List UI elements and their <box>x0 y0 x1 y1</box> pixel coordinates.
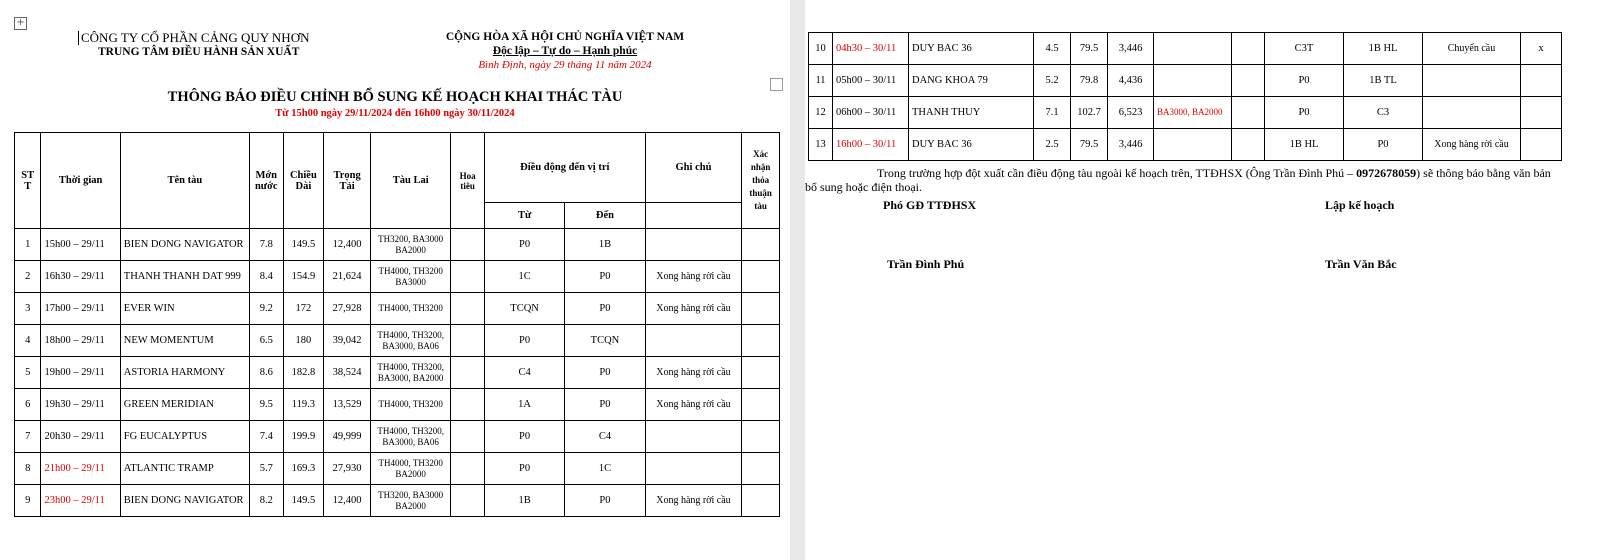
cell-length: 149.5 <box>283 229 324 261</box>
col-tonnage: Trọng Tải <box>324 133 371 229</box>
phone-number: 0972678059 <box>1356 166 1417 180</box>
table-row <box>15 357 780 389</box>
note-after: ) sẽ thông báo bằng văn bản bổ sung hoặc điện thoại. <box>805 166 1551 194</box>
cell-tonnage: 3,446 <box>1108 129 1154 161</box>
cell-stt: 3 <box>15 293 41 325</box>
cell-length: 169.3 <box>283 453 324 485</box>
cell-tug: TH4000, TH3200 <box>371 389 451 421</box>
cell-confirm <box>1521 129 1562 161</box>
cell-stt: 11 <box>809 65 833 97</box>
cell-tug: TH4000, TH3200 BA2000 <box>371 453 451 485</box>
col-length: Chiều Dài <box>283 133 324 229</box>
table-row <box>15 421 780 453</box>
cell-tug: TH4000, TH3200, BA3000, BA06 <box>371 421 451 453</box>
table-row <box>15 261 780 293</box>
cell-tug: TH4000, TH3200, BA3000, BA2000 <box>371 357 451 389</box>
cell-time: 19h30 – 29/11 <box>41 389 120 421</box>
cell-note <box>645 453 742 485</box>
cell-confirm: x <box>1521 33 1562 65</box>
table-move-handle-icon[interactable]: + <box>14 17 27 30</box>
cell-draft: 7.1 <box>1034 97 1071 129</box>
cell-from: P0 <box>484 453 564 485</box>
cell-from: P0 <box>484 325 564 357</box>
signer-right-title: Lập kế hoạch <box>1325 198 1395 212</box>
cell-stt: 1 <box>15 229 41 261</box>
cell-note: Xong hàng rời cầu <box>645 485 742 517</box>
note-before: Trong trường hợp đột xuất cần điều động tàu ngoài kế hoạch trên, TTĐHSX (Ông Trần Đình Phú – <box>877 166 1357 180</box>
cell-tonnage: 13,529 <box>324 389 371 421</box>
cell-tug: TH4000, TH3200 <box>371 293 451 325</box>
cell-tug <box>1154 65 1232 97</box>
cell-length: 154.9 <box>283 261 324 293</box>
cell-tug: TH4000, TH3200 BA3000 <box>371 261 451 293</box>
cell-confirm <box>1521 65 1562 97</box>
cell-length: 149.5 <box>283 485 324 517</box>
cell-confirm <box>742 229 780 261</box>
document-subtitle: Từ 15h00 ngày 29/11/2024 đến 16h00 ngày 30/11/2024 <box>275 108 515 119</box>
cell-to: 1B <box>565 229 645 261</box>
cell-to: P0 <box>565 485 645 517</box>
cell-from: P0 <box>484 421 564 453</box>
cell-tonnage: 38,524 <box>324 357 371 389</box>
cell-note <box>645 325 742 357</box>
schedule-table-body <box>15 229 780 517</box>
cell-ship: DUY BAC 36 <box>909 129 1034 161</box>
cell-tug: TH4000, TH3200, BA3000, BA06 <box>371 325 451 357</box>
nation-name: CỘNG HÒA XÃ HỘI CHỦ NGHĨA VIỆT NAM <box>445 31 685 43</box>
cell-ship: GREEN MERIDIAN <box>120 389 249 421</box>
cell-time: 19h00 – 29/11 <box>41 357 120 389</box>
cell-length: 180 <box>283 325 324 357</box>
table-row <box>15 389 780 421</box>
col-pilot: Hoa tiêu <box>451 133 485 229</box>
cell-stt: 7 <box>15 421 41 453</box>
col-from: Từ <box>484 203 564 229</box>
cell-time: 15h00 – 29/11 <box>41 229 120 261</box>
cell-from: P0 <box>1265 65 1344 97</box>
cell-draft: 7.8 <box>249 229 283 261</box>
cell-stt: 13 <box>809 129 833 161</box>
cell-to: C4 <box>565 421 645 453</box>
cell-pilot <box>451 229 485 261</box>
col-draft: Mớn nước <box>249 133 283 229</box>
document-title: THÔNG BÁO ĐIỀU CHỈNH BỔ SUNG KẾ HOẠCH KHAI THÁC TÀU <box>167 89 623 105</box>
cell-tug: TH3200, BA3000 BA2000 <box>371 229 451 261</box>
cell-from: 1A <box>484 389 564 421</box>
cell-ship: FG EUCALYPTUS <box>120 421 249 453</box>
cell-confirm <box>742 293 780 325</box>
cell-from: C3T <box>1265 33 1344 65</box>
cell-draft: 2.5 <box>1034 129 1071 161</box>
cell-tug <box>1154 129 1232 161</box>
cell-pilot <box>1232 97 1265 129</box>
cell-time: 21h00 – 29/11 <box>41 453 120 485</box>
company-name: CÔNG TY CỔ PHẦN CẢNG QUY NHƠN <box>78 31 338 45</box>
department-name: TRUNG TÂM ĐIỀU HÀNH SẢN XUẤT <box>98 46 300 58</box>
table-row <box>15 229 780 261</box>
footer-note-text <box>805 166 1565 194</box>
signer-left-title: Phó GĐ TTĐHSX <box>883 198 977 212</box>
table-row <box>15 293 780 325</box>
cell-tug: TH3200, BA3000 BA2000 <box>371 485 451 517</box>
col-time: Thời gian <box>41 133 120 229</box>
cell-to: 1C <box>565 453 645 485</box>
cell-tonnage: 27,928 <box>324 293 371 325</box>
cell-pilot <box>451 293 485 325</box>
cell-note: Xong hàng rời cầu <box>1423 129 1521 161</box>
cell-ship: EVER WIN <box>120 293 249 325</box>
document-page-2 <box>805 0 1600 560</box>
cell-confirm <box>742 389 780 421</box>
cell-draft: 8.6 <box>249 357 283 389</box>
cell-from: C4 <box>484 357 564 389</box>
cell-note <box>645 229 742 261</box>
cell-ship: ASTORIA HARMONY <box>120 357 249 389</box>
signer-right-name: Trần Văn Bắc <box>1325 257 1397 271</box>
cell-tonnage: 12,400 <box>324 485 371 517</box>
col-note: Ghi chú <box>645 133 742 203</box>
cell-tonnage: 27,930 <box>324 453 371 485</box>
cell-pilot <box>451 389 485 421</box>
cell-to: P0 <box>565 261 645 293</box>
cell-confirm <box>742 421 780 453</box>
cell-pilot <box>451 325 485 357</box>
cell-tonnage: 49,999 <box>324 421 371 453</box>
signer-left-name: Trần Đình Phú <box>887 257 965 271</box>
cell-pilot <box>451 261 485 293</box>
cell-from: 1B <box>484 485 564 517</box>
cell-time: 23h00 – 29/11 <box>41 485 120 517</box>
cell-time: 18h00 – 29/11 <box>41 325 120 357</box>
cell-time: 20h30 – 29/11 <box>41 421 120 453</box>
cell-tonnage: 3,446 <box>1108 33 1154 65</box>
cell-tug <box>1154 33 1232 65</box>
cell-from: P0 <box>484 229 564 261</box>
cell-length: 119.3 <box>283 389 324 421</box>
cell-time: 17h00 – 29/11 <box>41 293 120 325</box>
cell-time: 05h00 – 30/11 <box>833 65 909 97</box>
table-row <box>15 485 780 517</box>
cell-note <box>645 421 742 453</box>
col-note-sub <box>645 203 742 229</box>
table-row <box>809 129 1562 161</box>
schedule-table-continued-body <box>809 33 1562 161</box>
col-move: Điều động đến vị trí <box>484 133 645 203</box>
col-to: Đến <box>565 203 645 229</box>
cell-to: P0 <box>565 389 645 421</box>
cell-length: 79.5 <box>1071 129 1108 161</box>
cell-to: 1B HL <box>1344 33 1423 65</box>
cell-stt: 12 <box>809 97 833 129</box>
cell-length: 182.8 <box>283 357 324 389</box>
cell-ship: BIEN DONG NAVIGATOR <box>120 229 249 261</box>
cell-ship: NEW MOMENTUM <box>120 325 249 357</box>
cell-from: 1C <box>484 261 564 293</box>
cell-draft: 8.4 <box>249 261 283 293</box>
cell-confirm <box>742 485 780 517</box>
cell-stt: 2 <box>15 261 41 293</box>
document-page-1 <box>0 0 790 560</box>
cell-confirm <box>742 261 780 293</box>
cell-draft: 5.7 <box>249 453 283 485</box>
cell-confirm <box>742 357 780 389</box>
issuer-header <box>78 31 338 59</box>
col-confirm: Xác nhận thỏa thuận tàu <box>742 133 780 229</box>
cell-draft: 4.5 <box>1034 33 1071 65</box>
cell-ship: THANH THUY <box>909 97 1034 129</box>
cell-draft: 9.2 <box>249 293 283 325</box>
cell-ship: BIEN DONG NAVIGATOR <box>120 485 249 517</box>
cell-note: Xong hàng rời cầu <box>645 261 742 293</box>
col-ship: Tên tàu <box>120 133 249 229</box>
cell-to: P0 <box>1344 129 1423 161</box>
cell-draft: 6.5 <box>249 325 283 357</box>
checkbox-icon[interactable] <box>770 78 783 91</box>
cell-stt: 9 <box>15 485 41 517</box>
cell-note <box>1423 97 1521 129</box>
cell-stt: 6 <box>15 389 41 421</box>
cell-pilot <box>451 485 485 517</box>
cell-stt: 4 <box>15 325 41 357</box>
col-stt: ST T <box>15 133 41 229</box>
cell-to: P0 <box>565 293 645 325</box>
cell-stt: 5 <box>15 357 41 389</box>
cell-note <box>1423 65 1521 97</box>
cell-length: 79.8 <box>1071 65 1108 97</box>
cell-note: Xong hàng rời cầu <box>645 389 742 421</box>
cell-pilot <box>1232 65 1265 97</box>
col-tug: Tàu Lai <box>371 133 451 229</box>
cell-tonnage: 21,624 <box>324 261 371 293</box>
table-row <box>15 453 780 485</box>
footer-note <box>805 166 1565 194</box>
cell-ship: DUY BAC 36 <box>909 33 1034 65</box>
cell-to: P0 <box>565 357 645 389</box>
cell-from: P0 <box>1265 97 1344 129</box>
cell-note: Chuyển cầu <box>1423 33 1521 65</box>
place-date: Bình Định, ngày 29 tháng 11 năm 2024 <box>478 59 652 71</box>
cell-time: 06h00 – 30/11 <box>833 97 909 129</box>
cell-note: Xong hàng rời cầu <box>645 357 742 389</box>
cell-tug: BA3000, BA2000 <box>1154 97 1232 129</box>
cell-pilot <box>451 453 485 485</box>
table-row <box>809 65 1562 97</box>
cell-stt: 10 <box>809 33 833 65</box>
cell-to: C3 <box>1344 97 1423 129</box>
table-row <box>15 325 780 357</box>
cell-tonnage: 4,436 <box>1108 65 1154 97</box>
cell-note: Xong hàng rời cầu <box>645 293 742 325</box>
schedule-table-continued <box>808 32 1562 161</box>
cell-to: TCQN <box>565 325 645 357</box>
cell-pilot <box>1232 33 1265 65</box>
cell-tonnage: 39,042 <box>324 325 371 357</box>
cell-draft: 7.4 <box>249 421 283 453</box>
cell-length: 102.7 <box>1071 97 1108 129</box>
cell-confirm <box>742 453 780 485</box>
cell-draft: 5.2 <box>1034 65 1071 97</box>
cell-time: 16h00 – 30/11 <box>833 129 909 161</box>
schedule-table <box>14 132 780 517</box>
national-header <box>440 30 690 72</box>
cell-stt: 8 <box>15 453 41 485</box>
cell-length: 79.5 <box>1071 33 1108 65</box>
cell-length: 199.9 <box>283 421 324 453</box>
cell-draft: 8.2 <box>249 485 283 517</box>
cell-from: 1B HL <box>1265 129 1344 161</box>
cell-ship: DANG KHOA 79 <box>909 65 1034 97</box>
cell-from: TCQN <box>484 293 564 325</box>
cell-tonnage: 6,523 <box>1108 97 1154 129</box>
cell-length: 172 <box>283 293 324 325</box>
cell-ship: THANH THANH DAT 999 <box>120 261 249 293</box>
table-row <box>809 97 1562 129</box>
cell-time: 04h30 – 30/11 <box>833 33 909 65</box>
cell-tonnage: 12,400 <box>324 229 371 261</box>
cell-ship: ATLANTIC TRAMP <box>120 453 249 485</box>
cell-pilot <box>451 421 485 453</box>
motto: Độc lập – Tự do – Hạnh phúc <box>492 45 638 57</box>
cell-confirm <box>1521 97 1562 129</box>
cell-pilot <box>1232 129 1265 161</box>
cell-pilot <box>451 357 485 389</box>
cell-confirm <box>742 325 780 357</box>
cell-time: 16h30 – 29/11 <box>41 261 120 293</box>
table-row <box>809 33 1562 65</box>
cell-draft: 9.5 <box>249 389 283 421</box>
cell-to: 1B TL <box>1344 65 1423 97</box>
